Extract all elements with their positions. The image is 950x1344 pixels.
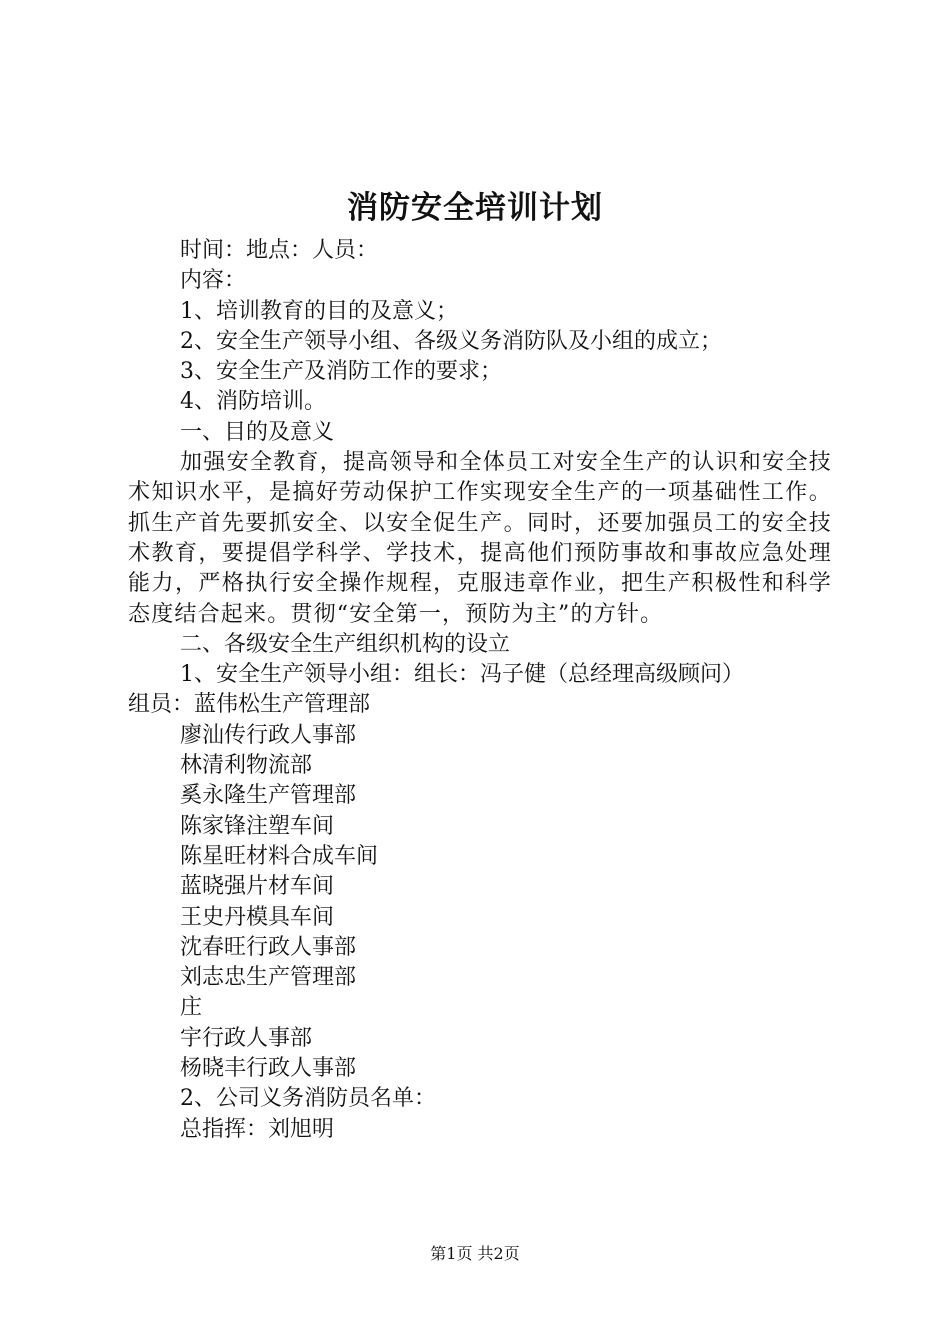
member-line: 庄: [180, 995, 203, 1021]
members-first-line: 组员：蓝伟松生产管理部: [128, 692, 371, 718]
leader-group-line: 1、安全生产领导小组：组长：冯子健（总经理高级顾问）: [180, 662, 744, 688]
member-line: 宇行政人事部: [180, 1025, 313, 1051]
member-line: 蓝晓强片材车间: [180, 874, 335, 900]
list-item: 3、安全生产及消防工作的要求；: [180, 359, 502, 385]
member-line: 廖汕传行政人事部: [180, 722, 357, 748]
member-line: 王史丹模具车间: [180, 904, 335, 930]
list-item: 4、消防培训。: [180, 389, 326, 415]
member-line: 杨晓丰行政人事部: [180, 1056, 357, 1082]
section-heading: 二、各级安全生产组织机构的设立: [180, 631, 511, 657]
member-line: 陈家锋注塑车间: [180, 813, 335, 839]
commander-line: 总指挥：刘旭明: [180, 1116, 335, 1142]
content-label: 内容：: [180, 268, 247, 294]
member-line: 陈星旺材料合成车间: [180, 843, 379, 869]
document-title: 消防安全培训计划: [347, 190, 603, 226]
page-footer: 第1页 共2页: [430, 1244, 520, 1263]
member-line: 林清利物流部: [180, 753, 313, 779]
meta-line: 时间：地点：人员：: [180, 238, 379, 263]
paragraph: 加强安全教育，提高领导和全体员工对安全生产的认识和安全技术知识水平，是搞好劳动保护工作实现安全生产的一项基础性工作。抓生产首先要抓安全、以安全促生产。同时，还要加强员工的安全技术教育，要提倡学科学、学技术，提高他们预防事故和事故应急处理能力，严格执行安全操作规程，克服违章作业，把生产积极性和科学态度结合起来。贯彻“安全第一，预防为主”的方针。: [128, 450, 832, 627]
member-line: 刘志忠生产管理部: [180, 965, 357, 991]
list-item: 1、培训教育的目的及意义；: [180, 298, 458, 324]
member-line: 沈春旺行政人事部: [180, 934, 357, 960]
fire-list-heading: 2、公司义务消防员名单：: [180, 1086, 436, 1112]
document-body: [128, 236, 832, 1145]
list-item: 2、安全生产领导小组、各级义务消防队及小组的成立；: [180, 328, 722, 354]
member-line: 奚永隆生产管理部: [180, 783, 357, 809]
section-heading: 一、目的及意义: [180, 419, 335, 445]
